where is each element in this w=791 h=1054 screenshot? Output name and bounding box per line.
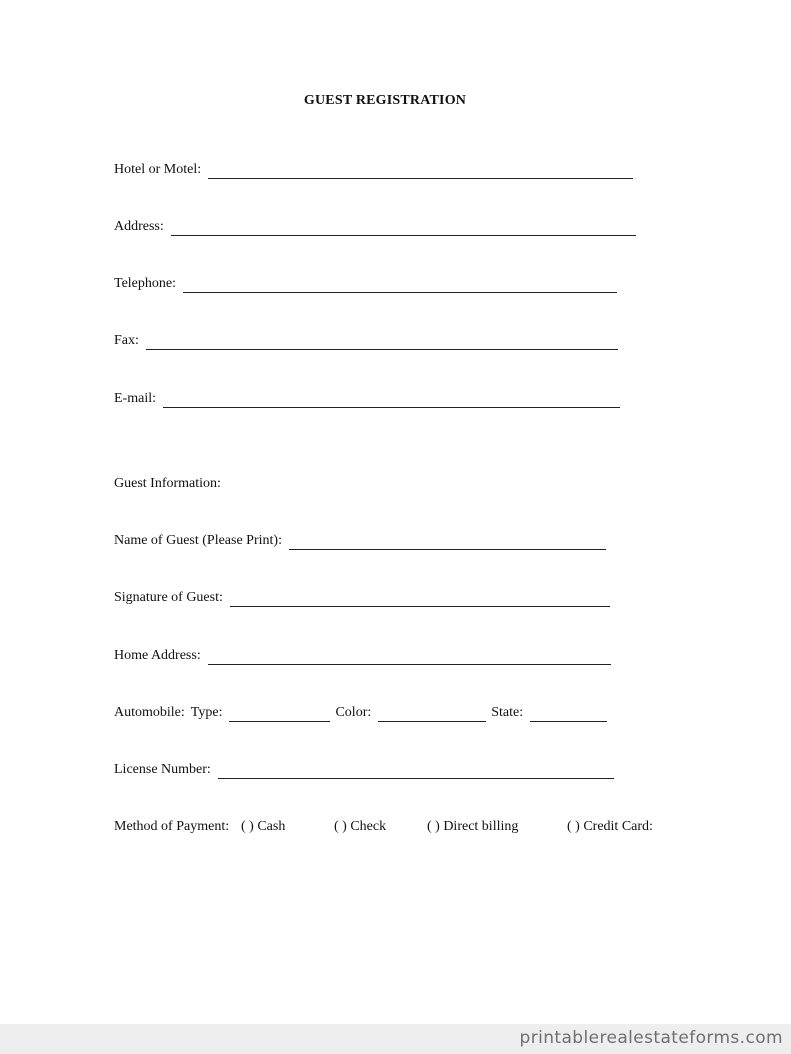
guest-signature-field [114,589,610,607]
license-number-field [114,761,614,779]
footer-watermark: printablerealestateforms.com [519,1028,783,1048]
fax-field [114,332,618,350]
guest-signature-label: Signature of Guest: [114,590,223,605]
guest-signature-blank[interactable] [230,591,610,607]
telephone-field [114,275,617,293]
guest-name-blank[interactable] [289,534,606,550]
home-address-blank[interactable] [208,649,611,665]
automobile-color-blank[interactable] [378,706,486,722]
address-field [114,218,636,236]
fax-blank[interactable] [146,334,618,350]
email-blank[interactable] [163,392,620,408]
automobile-color-label: Color: [335,705,372,720]
guest-name-label: Name of Guest (Please Print): [114,533,282,548]
email-label: E-mail: [114,391,156,406]
payment-option-check[interactable]: ( ) Check [334,819,387,834]
home-address-label: Home Address: [114,648,201,663]
automobile-state-blank[interactable] [530,706,607,722]
hotel-or-motel-field [114,161,633,179]
payment-option-cash[interactable]: ( ) Cash [241,819,286,834]
telephone-label: Telephone: [114,276,176,291]
automobile-type-blank[interactable] [229,706,330,722]
payment-method-label: Method of Payment: [114,819,230,834]
home-address-field [114,647,611,665]
automobile-type-label: Type: [190,705,223,720]
email-field [114,390,620,408]
automobile-label: Automobile: [114,705,185,720]
document-title: GUEST REGISTRATION [303,93,467,108]
license-number-label: License Number: [114,762,211,777]
payment-option-credit-card[interactable]: ( ) Credit Card: [567,819,653,834]
address-blank[interactable] [171,220,636,236]
hotel-or-motel-label: Hotel or Motel: [114,162,202,177]
license-number-blank[interactable] [218,763,614,779]
telephone-blank[interactable] [183,277,617,293]
automobile-state-label: State: [491,705,524,720]
automobile-field [114,704,607,722]
footer-bar [0,1024,791,1054]
guest-name-field [114,532,606,550]
guest-information-heading: Guest Information: [114,476,221,491]
payment-option-direct-billing[interactable]: ( ) Direct billing [427,819,519,834]
fax-label: Fax: [114,333,139,348]
hotel-or-motel-blank[interactable] [208,163,633,179]
address-label: Address: [114,219,164,234]
